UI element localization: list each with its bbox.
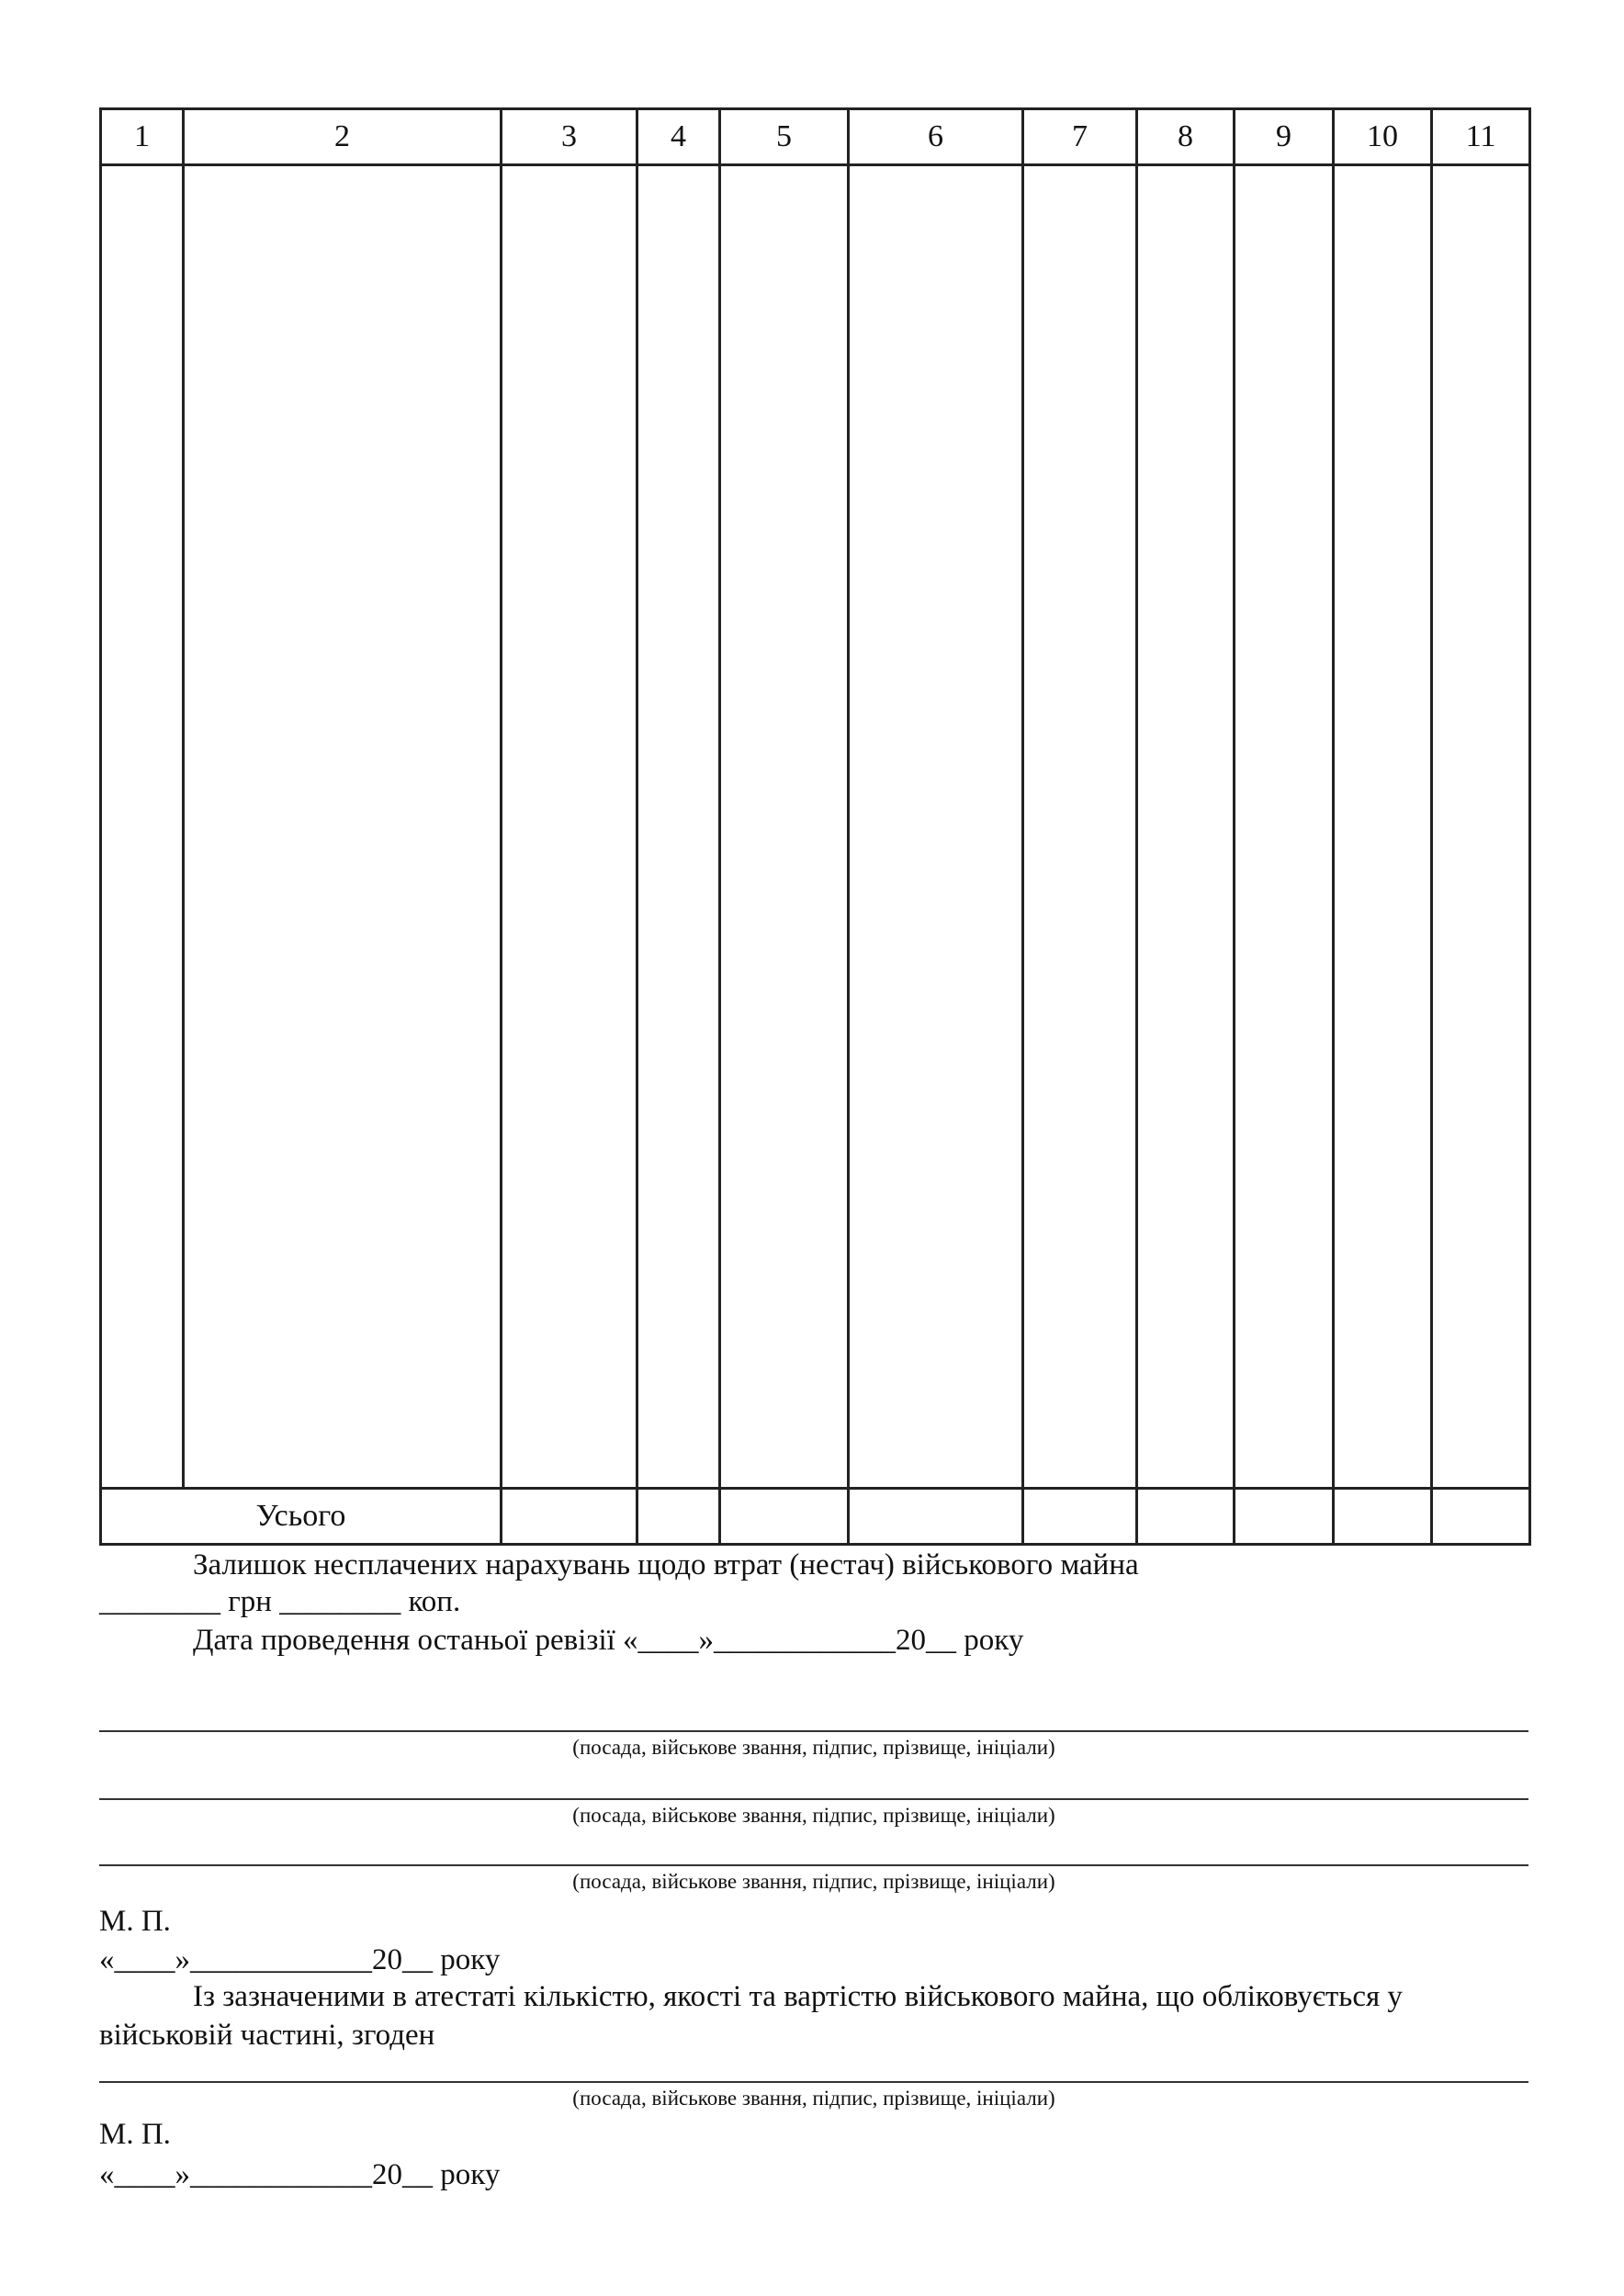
date-line-2[interactable]: «____»____________20__ року [99, 2158, 501, 2191]
column-header: 1 [101, 109, 184, 165]
remainder-text: Залишок несплачених нарахувань щодо втрат (нестач) військового майна [193, 1548, 1139, 1581]
table-cell[interactable] [849, 165, 1023, 1489]
stamp-label-2: М. П. [99, 2118, 171, 2151]
total-cell[interactable] [502, 1489, 637, 1545]
table-body-row [101, 165, 1530, 1489]
table-cell[interactable] [101, 165, 184, 1489]
column-header: 4 [637, 109, 720, 165]
table-cell[interactable] [720, 165, 849, 1489]
column-header: 2 [184, 109, 502, 165]
signature-caption-3: (посада, військове звання, підпис, прізвище, ініціали) [572, 1870, 1055, 1893]
signature-line-3[interactable] [99, 1864, 1528, 1866]
table-header-row [101, 109, 1530, 165]
column-header: 11 [1432, 109, 1530, 165]
stamp-label-1: М. П. [99, 1905, 171, 1938]
signature-caption-1: (посада, військове звання, підпис, прізвище, ініціали) [572, 1736, 1055, 1759]
table-cell[interactable] [1235, 165, 1334, 1489]
table-cell[interactable] [1432, 165, 1530, 1489]
column-header: 9 [1235, 109, 1334, 165]
total-label: Усього [101, 1489, 502, 1545]
date-line-1[interactable]: «____»____________20__ року [99, 1943, 501, 1976]
column-header: 5 [720, 109, 849, 165]
agreement-text-line-1: Із зазначеними в атестаті кількістю, якості та вартістю військового майна, що обліковується у [193, 1980, 1403, 2013]
table-cell[interactable] [1334, 165, 1432, 1489]
total-cell[interactable] [1137, 1489, 1235, 1545]
revision-date-line[interactable]: Дата проведення останьої ревізії «____»____________20__ року [193, 1624, 1024, 1657]
signature-caption-4: (посада, військове звання, підпис, прізвище, ініціали) [572, 2087, 1055, 2110]
signature-line-1[interactable] [99, 1730, 1528, 1732]
column-header: 8 [1137, 109, 1235, 165]
signature-caption-2: (посада, військове звання, підпис, прізвище, ініціали) [572, 1804, 1055, 1827]
total-cell[interactable] [637, 1489, 720, 1545]
table-cell[interactable] [1023, 165, 1137, 1489]
column-header: 10 [1334, 109, 1432, 165]
column-header: 7 [1023, 109, 1137, 165]
table-total-row [101, 1489, 1530, 1545]
column-header: 3 [502, 109, 637, 165]
total-cell[interactable] [1235, 1489, 1334, 1545]
total-cell[interactable] [1334, 1489, 1432, 1545]
signature-line-4[interactable] [99, 2081, 1528, 2083]
remainder-amount-line[interactable]: ________ грн ________ коп. [99, 1585, 461, 1618]
table-cell[interactable] [184, 165, 502, 1489]
table-cell[interactable] [637, 165, 720, 1489]
total-cell[interactable] [849, 1489, 1023, 1545]
table-cell[interactable] [1137, 165, 1235, 1489]
total-cell[interactable] [1432, 1489, 1530, 1545]
table-cell[interactable] [502, 165, 637, 1489]
signature-line-2[interactable] [99, 1798, 1528, 1800]
column-header: 6 [849, 109, 1023, 165]
property-table [99, 107, 1531, 1546]
total-cell[interactable] [1023, 1489, 1137, 1545]
agreement-text-line-2: військовій частині, згоден [99, 2019, 435, 2052]
total-cell[interactable] [720, 1489, 849, 1545]
